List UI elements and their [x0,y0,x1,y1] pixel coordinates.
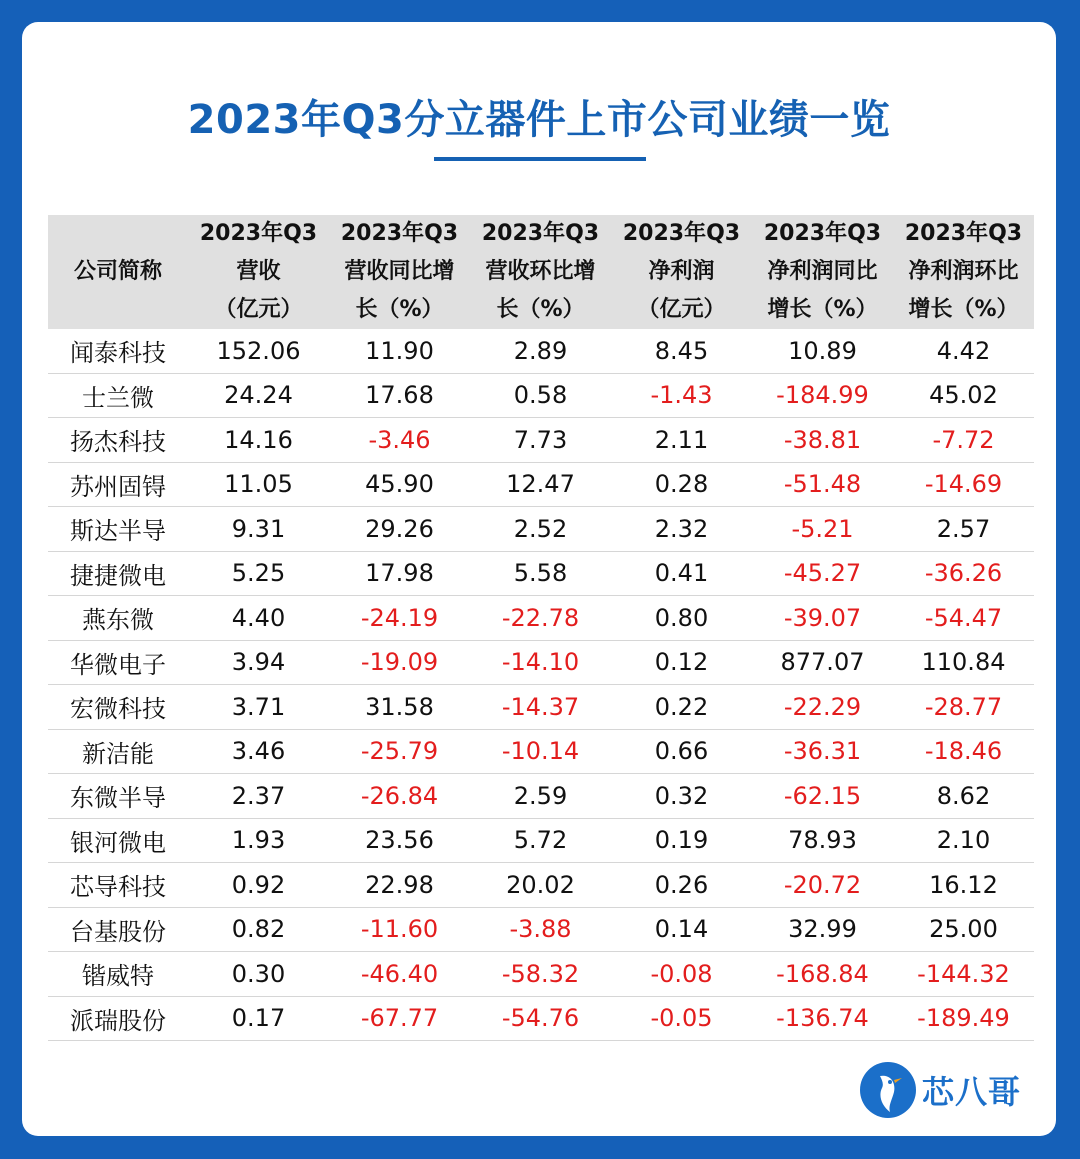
cell-net-profit-yoy: 10.89 [752,329,893,373]
header-revenue: 2023年Q3 营收 （亿元） [188,215,329,329]
cell-revenue-qoq: -54.76 [470,996,611,1041]
cell-revenue-yoy: 45.90 [329,462,470,507]
cell-revenue: 3.94 [188,640,329,685]
cell-revenue: 0.92 [188,863,329,908]
cell-net-profit-qoq: -36.26 [893,551,1034,596]
cell-revenue-yoy: -24.19 [329,596,470,641]
cell-net-profit-yoy: -51.48 [752,462,893,507]
header-net-profit-yoy: 2023年Q3 净利润同比 增长（%） [752,215,893,329]
cell-revenue-qoq: 5.58 [470,551,611,596]
cell-revenue: 14.16 [188,418,329,463]
cell-net-profit: -1.43 [611,373,752,418]
cell-net-profit-qoq: -28.77 [893,685,1034,730]
cell-net-profit-qoq: -14.69 [893,462,1034,507]
cell-revenue: 3.46 [188,729,329,774]
cell-revenue: 9.31 [188,507,329,552]
cell-revenue: 11.05 [188,462,329,507]
table-row [48,551,1034,596]
table-row [48,507,1034,552]
cell-net-profit: 0.66 [611,729,752,774]
cell-net-profit: 0.19 [611,818,752,863]
cell-net-profit-yoy: -20.72 [752,863,893,908]
cell-revenue-yoy: 11.90 [329,329,470,373]
cell-company: 苏州固锝 [48,462,188,507]
cell-net-profit-yoy: 877.07 [752,640,893,685]
table-body [48,329,1034,1041]
brand-logo [860,1062,1021,1118]
cell-revenue-yoy: -3.46 [329,418,470,463]
cell-revenue-qoq: -3.88 [470,907,611,952]
cell-revenue-yoy: 23.56 [329,818,470,863]
cell-net-profit-yoy: -22.29 [752,685,893,730]
title-underline [434,157,646,161]
cell-company: 锴威特 [48,952,188,997]
cell-net-profit-yoy: -184.99 [752,373,893,418]
cell-revenue: 3.71 [188,685,329,730]
cell-net-profit-qoq: 110.84 [893,640,1034,685]
cell-company: 派瑞股份 [48,996,188,1041]
cell-revenue-yoy: -46.40 [329,952,470,997]
table-row [48,996,1034,1041]
cell-net-profit-yoy: -136.74 [752,996,893,1041]
cell-net-profit: 0.41 [611,551,752,596]
cell-net-profit: 0.28 [611,462,752,507]
cell-company: 捷捷微电 [48,551,188,596]
cell-net-profit-qoq: -54.47 [893,596,1034,641]
cell-net-profit-qoq: 2.10 [893,818,1034,863]
cell-company: 宏微科技 [48,685,188,730]
table-row [48,863,1034,908]
cell-net-profit: 0.22 [611,685,752,730]
cell-revenue-yoy: 17.98 [329,551,470,596]
cell-revenue: 1.93 [188,818,329,863]
table-row [48,952,1034,997]
cell-revenue-qoq: 12.47 [470,462,611,507]
cell-revenue-yoy: -26.84 [329,774,470,819]
cell-revenue-yoy: 17.68 [329,373,470,418]
cell-company: 士兰微 [48,373,188,418]
cell-revenue-qoq: -14.10 [470,640,611,685]
cell-revenue-yoy: 31.58 [329,685,470,730]
table-row [48,462,1034,507]
cell-revenue: 0.82 [188,907,329,952]
cell-revenue-qoq: 2.52 [470,507,611,552]
cell-company: 东微半导 [48,774,188,819]
header-net-profit: 2023年Q3 净利润 （亿元） [611,215,752,329]
cell-net-profit-yoy: -38.81 [752,418,893,463]
cell-revenue-yoy: 29.26 [329,507,470,552]
table-row [48,907,1034,952]
table-row [48,596,1034,641]
cell-net-profit-yoy: -39.07 [752,596,893,641]
cell-net-profit-yoy: 78.93 [752,818,893,863]
cell-revenue: 4.40 [188,596,329,641]
cell-revenue: 5.25 [188,551,329,596]
header-company: 公司简称 [48,215,188,329]
cell-revenue-qoq: 0.58 [470,373,611,418]
cell-net-profit-qoq: 25.00 [893,907,1034,952]
cell-company: 新洁能 [48,729,188,774]
table-row [48,373,1034,418]
table-row [48,818,1034,863]
cell-revenue: 24.24 [188,373,329,418]
cell-company: 扬杰科技 [48,418,188,463]
cell-net-profit: 0.32 [611,774,752,819]
cell-revenue: 0.30 [188,952,329,997]
bird-logo-icon [860,1062,916,1118]
cell-net-profit: 0.12 [611,640,752,685]
cell-revenue-qoq: 2.89 [470,329,611,373]
cell-company: 华微电子 [48,640,188,685]
cell-net-profit-qoq: -18.46 [893,729,1034,774]
cell-company: 银河微电 [48,818,188,863]
cell-net-profit-qoq: -144.32 [893,952,1034,997]
cell-net-profit: -0.08 [611,952,752,997]
cell-company: 台基股份 [48,907,188,952]
table-row [48,774,1034,819]
cell-net-profit: 0.26 [611,863,752,908]
cell-revenue-qoq: -14.37 [470,685,611,730]
cell-revenue-yoy: -67.77 [329,996,470,1041]
cell-net-profit: 0.80 [611,596,752,641]
cell-net-profit: 2.11 [611,418,752,463]
cell-revenue-qoq: 7.73 [470,418,611,463]
cell-company: 燕东微 [48,596,188,641]
table-row [48,729,1034,774]
cell-net-profit: 8.45 [611,329,752,373]
cell-revenue-qoq: 20.02 [470,863,611,908]
cell-revenue-qoq: 5.72 [470,818,611,863]
table-row [48,685,1034,730]
cell-net-profit-qoq: 2.57 [893,507,1034,552]
table-header-row [48,215,1034,329]
cell-revenue: 152.06 [188,329,329,373]
brand-name: 芯八哥 [922,1073,1022,1111]
cell-net-profit-qoq: 8.62 [893,774,1034,819]
cell-net-profit-qoq: 45.02 [893,373,1034,418]
cell-net-profit-qoq: 16.12 [893,863,1034,908]
cell-net-profit: -0.05 [611,996,752,1041]
cell-net-profit-yoy: 32.99 [752,907,893,952]
cell-net-profit-yoy: -5.21 [752,507,893,552]
cell-revenue-qoq: -58.32 [470,952,611,997]
cell-revenue: 0.17 [188,996,329,1041]
cell-revenue-qoq: -22.78 [470,596,611,641]
cell-company: 斯达半导 [48,507,188,552]
cell-revenue-qoq: 2.59 [470,774,611,819]
cell-net-profit-qoq: 4.42 [893,329,1034,373]
cell-net-profit-yoy: -45.27 [752,551,893,596]
cell-net-profit: 0.14 [611,907,752,952]
cell-net-profit-yoy: -36.31 [752,729,893,774]
cell-company: 闻泰科技 [48,329,188,373]
cell-net-profit-yoy: -168.84 [752,952,893,997]
cell-company: 芯导科技 [48,863,188,908]
cell-revenue-yoy: -19.09 [329,640,470,685]
header-revenue-qoq: 2023年Q3 营收环比增 长（%） [470,215,611,329]
header-net-profit-qoq: 2023年Q3 净利润环比 增长（%） [893,215,1034,329]
cell-revenue-yoy: -11.60 [329,907,470,952]
cell-net-profit-yoy: -62.15 [752,774,893,819]
cell-revenue-yoy: 22.98 [329,863,470,908]
page-title: 2023年Q3分立器件上市公司业绩一览 [187,97,891,143]
table-row [48,640,1034,685]
cell-revenue-yoy: -25.79 [329,729,470,774]
table-row [48,329,1034,373]
table-row [48,418,1034,463]
cell-revenue-qoq: -10.14 [470,729,611,774]
cell-net-profit-qoq: -189.49 [893,996,1034,1041]
performance-table [48,215,1034,1041]
cell-net-profit: 2.32 [611,507,752,552]
header-revenue-yoy: 2023年Q3 营收同比增 长（%） [329,215,470,329]
cell-revenue: 2.37 [188,774,329,819]
cell-net-profit-qoq: -7.72 [893,418,1034,463]
content-card [22,22,1056,1136]
